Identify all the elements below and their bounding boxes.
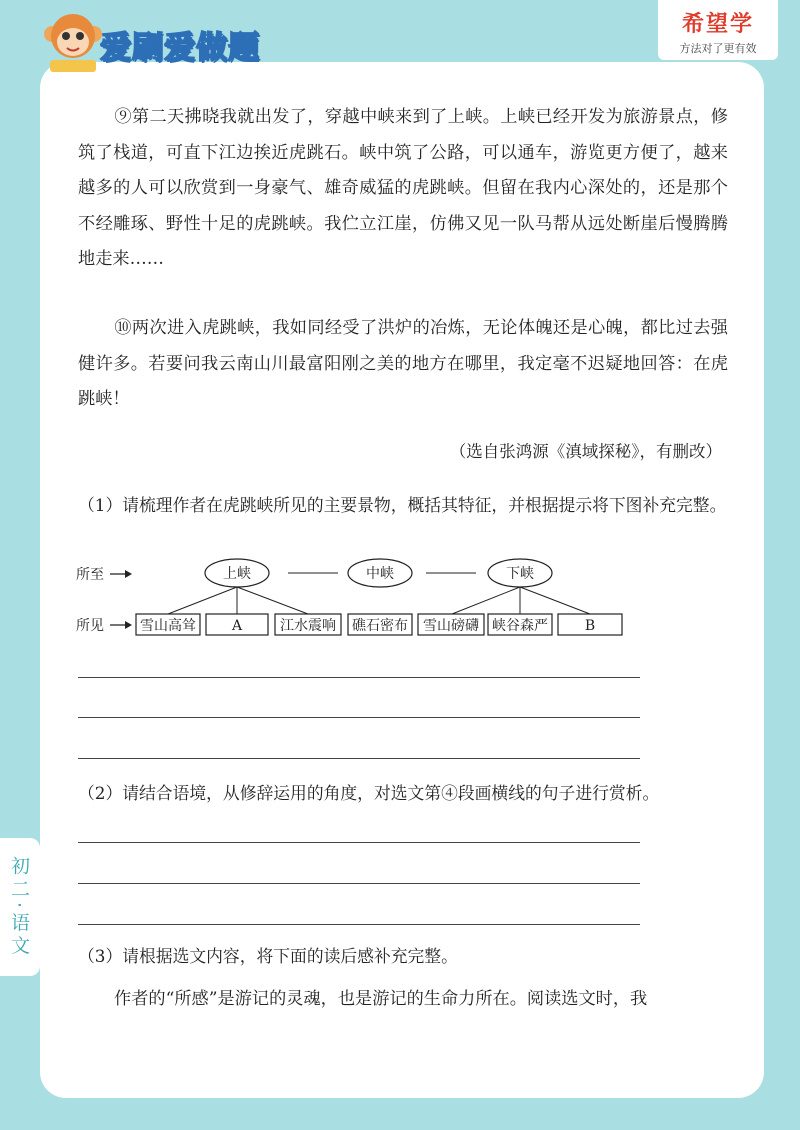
svg-text:A: A: [231, 618, 243, 634]
box-canyon-stern: [488, 614, 552, 635]
question-1: （1）请梳理作者在虎跳峡所见的主要景物，概括其特征，并根据提示将下图补充完整。: [78, 495, 727, 515]
svg-text:峡谷森严: 峡谷森严: [492, 618, 548, 634]
question-3-prompt-text: 作者的“所感”是游记的灵魂，也是游记的生命力所在。阅读选文时，我: [114, 989, 648, 1009]
svg-text:江水震响: 江水震响: [280, 618, 336, 634]
grade-subject-label: 初二·语文: [8, 856, 30, 959]
svg-text:上峡: 上峡: [223, 566, 251, 582]
answer-line-q2-2[interactable]: [78, 883, 640, 884]
answer-line-q1-2[interactable]: [78, 717, 640, 718]
passage-paragraph-10: ⑩两次进入虎跳峡，我如同经受了洪炉的冶炼，无论体魄还是心魄，都比过去强健许多。若要问我云南山川最富阳刚之美的地方在哪里，我定毫不迟疑地回答：在虎跳峡！: [78, 318, 728, 409]
place-lower-gorge: [488, 559, 552, 587]
svg-text:雪山磅礴: 雪山磅礴: [423, 618, 479, 634]
brand-slogan: 方法对了更有效: [679, 42, 757, 55]
box-snow-mountain-majestic: [418, 614, 484, 635]
banner-title: 爱刷爱做题: [100, 30, 260, 66]
svg-text:礁石密布: 礁石密布: [352, 618, 408, 634]
question-3: （3）请根据选文内容，将下面的读后感补充完整。: [78, 946, 458, 966]
grade-subject-tab: [0, 838, 40, 976]
svg-text:B: B: [584, 618, 596, 634]
answer-box-b[interactable]: [558, 614, 622, 635]
scenery-diagram: [70, 552, 640, 644]
brand-name: 希望学: [681, 12, 754, 37]
box-river-roaring: [275, 614, 341, 635]
svg-text:雪山高耸: 雪山高耸: [140, 618, 196, 634]
passage-paragraph-9: ⑨第二天拂晓我就出发了，穿越中峡来到了上峡。上峡已经开发为旅游景点，修筑了栈道，可直下江边挨近虎跳石。峡中筑了公路，可以通车，游览更方便了，越来越多的人可以欣赏到一身豪气、雄奇威猛的虎跳峡。但留在我内心深处的，还是那个不经雕琢、野性十足的虎跳峡。我伫立江崖，仿佛又见一队马帮从远处断崖后慢腾腾地走来……: [78, 107, 728, 269]
answer-line-q1-1[interactable]: [78, 677, 640, 678]
svg-text:中峡: 中峡: [366, 566, 394, 582]
question-2: （2）请结合语境，从修辞运用的角度，对选文第④段画横线的句子进行赏析。: [78, 783, 660, 803]
banner-logo: [42, 8, 302, 78]
place-upper-gorge: [205, 559, 269, 587]
svg-text:下峡: 下峡: [506, 566, 534, 582]
row-label-seen: 所见: [76, 618, 104, 634]
answer-line-q2-3[interactable]: [78, 924, 640, 925]
answer-box-a[interactable]: [206, 614, 268, 635]
brand-badge: [658, 0, 778, 60]
monkey-mascot-icon: [42, 10, 106, 76]
answer-line-q1-3[interactable]: [78, 758, 640, 759]
place-middle-gorge: [348, 559, 412, 587]
answer-line-q2-1[interactable]: [78, 842, 640, 843]
passage-source: （选自张鸿源《滇域探秘》，有删改）: [449, 442, 722, 461]
box-reefs-dense: [348, 614, 412, 635]
row-label-to: 所至: [76, 567, 104, 583]
box-snow-mountain-tall: [136, 614, 200, 635]
